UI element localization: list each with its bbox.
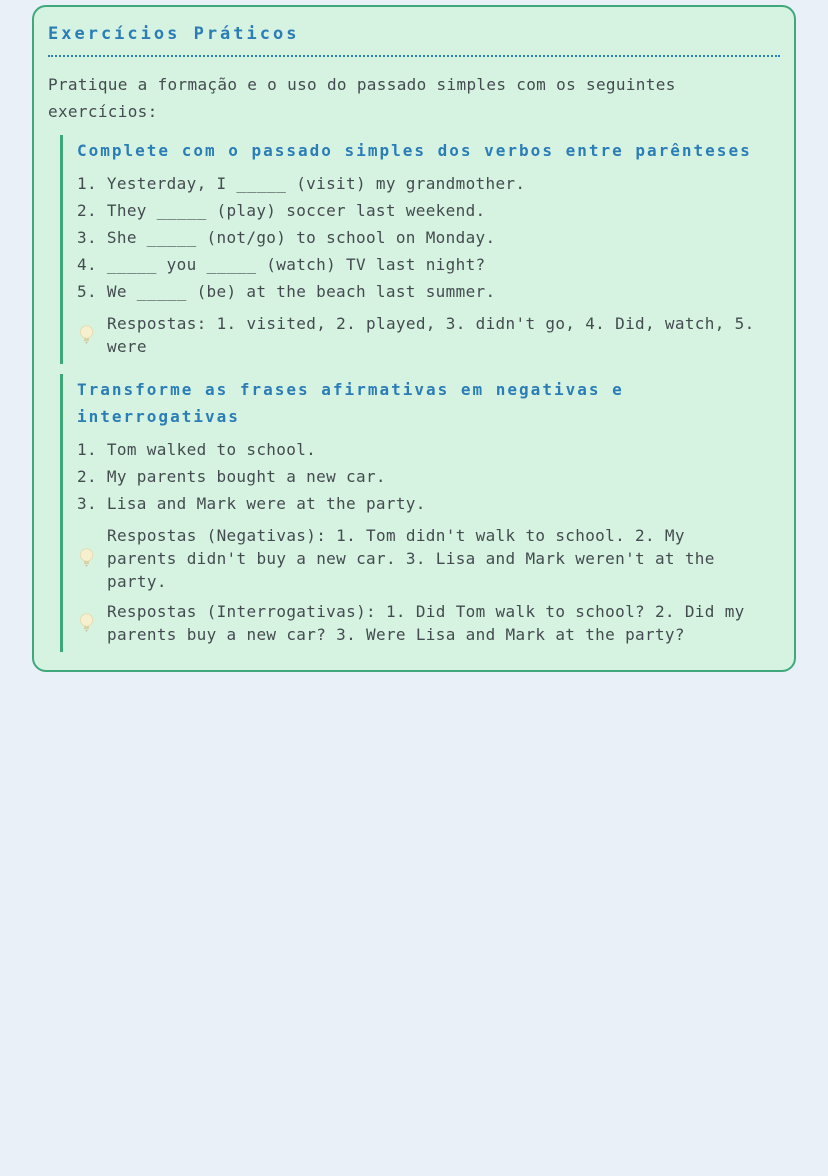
answers-text: Respostas (Negativas): 1. Tom didn't walk to school. 2. My parents didn't buy a new car. 3. Lisa and Mark weren't at the party. [107,526,715,591]
exercise-item: My parents bought a new car. [106,467,386,486]
exercise-heading: Complete com o passado simples dos verbos entre parênteses [77,141,752,160]
exercises-card [32,5,796,672]
exercise-section-complete [60,135,780,364]
exercise-section-transforme [60,374,780,652]
exercise-item: We _____ (be) at the beach last summer. [106,282,496,301]
lightbulb-icon [79,324,95,346]
answers-callout [79,312,780,358]
exercise-list [77,436,780,517]
exercise-heading: Transforme as frases afirmativas em negativas e interrogativas [77,380,624,426]
intro-text: Pratique a formação e o uso do passado simples com os seguintes exercícios: [48,75,676,121]
exercise-item: They _____ (play) soccer last weekend. [106,201,486,220]
exercise-item: Tom walked to school. [106,440,317,459]
lightbulb-icon [79,548,95,570]
exercise-item: Yesterday, I _____ (visit) my grandmother. [106,174,526,193]
exercise-item: She _____ (not/go) to school on Monday. [106,228,496,247]
answers-callout-negativas [79,524,780,593]
answers-text: Respostas: 1. visited, 2. played, 3. didn't go, 4. Did, watch, 5. were [107,314,755,356]
page-background [0,5,828,1176]
exercise-list [77,170,780,305]
answers-callout-interrogativas [79,600,780,646]
exercise-item: _____ you _____ (watch) TV last night? [106,255,486,274]
lightbulb-icon [79,612,95,634]
answers-text: Respostas (Interrogativas): 1. Did Tom walk to school? 2. Did my parents buy a new car? 3. Were Lisa and Mark at the party? [107,602,745,644]
exercise-item: Lisa and Mark were at the party. [106,494,426,513]
card-title: Exercícios Práticos [48,21,780,57]
